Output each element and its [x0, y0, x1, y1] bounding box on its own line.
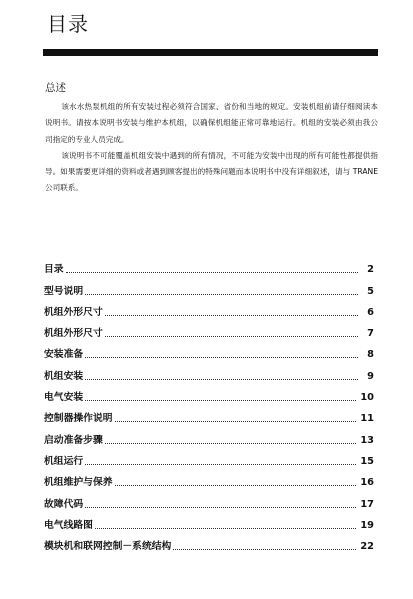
toc-entry-label: 机组维护与保养 — [44, 477, 113, 489]
toc-entry-page: 13 — [360, 434, 374, 446]
toc-entry-label: 电气安装 — [44, 392, 84, 404]
page-title: 目录 — [47, 12, 89, 36]
toc-leader-dots — [105, 335, 358, 337]
toc-entry-page: 11 — [360, 413, 374, 425]
toc-leader-dots — [66, 271, 358, 273]
toc-leader-dots — [105, 442, 357, 444]
toc-entry[interactable] — [44, 424, 374, 445]
toc-leader-dots — [85, 399, 356, 401]
toc-entry[interactable] — [44, 531, 374, 552]
toc-entry-page: 15 — [360, 455, 374, 467]
toc-leader-dots — [85, 463, 356, 465]
toc-entry[interactable] — [44, 297, 374, 318]
toc-entry[interactable] — [44, 488, 374, 509]
toc-entry-page: 17 — [360, 498, 374, 510]
toc-entry-label: 模块机和联网控制－系统结构 — [44, 541, 172, 553]
toc-leader-dots — [115, 420, 357, 422]
overview-paragraph: 该说明书不可能覆盖机组安装中遇到的所有情况，不可能为安装中出现的所有可能性都提供指导。如果需要更详细的资料或者遇到顾客提出的特殊问题而本说明书中没有详细叙述，请与 TRANE 公司联系。 — [45, 150, 378, 193]
toc-entry[interactable] — [44, 510, 374, 531]
toc-entry[interactable] — [44, 254, 374, 275]
toc-entry[interactable] — [44, 382, 374, 403]
toc-entry-label: 机组外形尺寸 — [44, 306, 103, 318]
toc-entry-page: 6 — [367, 306, 374, 318]
toc-entry[interactable] — [44, 318, 374, 339]
toc-entry[interactable] — [44, 360, 374, 381]
toc-entry-label: 型号说明 — [44, 285, 84, 297]
table-of-contents — [44, 254, 374, 552]
toc-entry[interactable] — [44, 467, 374, 488]
overview-heading: 总述 — [45, 82, 66, 94]
toc-entry-label: 目录 — [44, 264, 64, 276]
toc-leader-dots — [85, 356, 358, 358]
toc-entry-page: 5 — [367, 285, 374, 297]
toc-entry-label: 机组运行 — [44, 455, 84, 467]
toc-leader-dots — [173, 548, 356, 550]
toc-leader-dots — [115, 484, 357, 486]
toc-entry[interactable] — [44, 275, 374, 296]
toc-entry-page: 9 — [367, 370, 374, 382]
toc-entry[interactable] — [44, 446, 374, 467]
toc-entry-label: 控制器操作说明 — [44, 413, 113, 425]
toc-entry-page: 16 — [360, 477, 374, 489]
overview-text — [45, 99, 378, 197]
toc-entry-page: 19 — [360, 519, 374, 531]
toc-leader-dots — [85, 293, 358, 295]
toc-entry[interactable] — [44, 339, 374, 360]
toc-entry[interactable] — [44, 403, 374, 424]
toc-entry-label: 机组外形尺寸 — [44, 328, 103, 340]
overview-paragraph: 该水水热泵机组的所有安装过程必须符合国家、省份和当地的规定。安装机组前请仔细阅读本说明书。请按本说明书安装与维护本机组，以确保机组能正常可靠地运行。机组的安装必须由我公司指定的专业人员完成。 — [45, 102, 378, 144]
toc-leader-dots — [95, 527, 356, 529]
toc-entry-label: 启动准备步骤 — [44, 434, 103, 446]
toc-entry-page: 7 — [367, 328, 374, 340]
toc-entry-label: 机组安装 — [44, 370, 84, 382]
toc-leader-dots — [85, 506, 356, 508]
toc-entry-label: 电气线路图 — [44, 519, 93, 531]
toc-leader-dots — [105, 314, 358, 316]
toc-entry-page: 2 — [367, 264, 374, 276]
toc-entry-page: 22 — [360, 541, 374, 553]
toc-entry-label: 安装准备 — [44, 349, 84, 361]
toc-entry-page: 10 — [360, 392, 374, 404]
toc-leader-dots — [85, 378, 358, 380]
toc-entry-label: 故障代码 — [44, 498, 84, 510]
title-rule — [43, 49, 378, 56]
toc-entry-page: 8 — [367, 349, 374, 361]
